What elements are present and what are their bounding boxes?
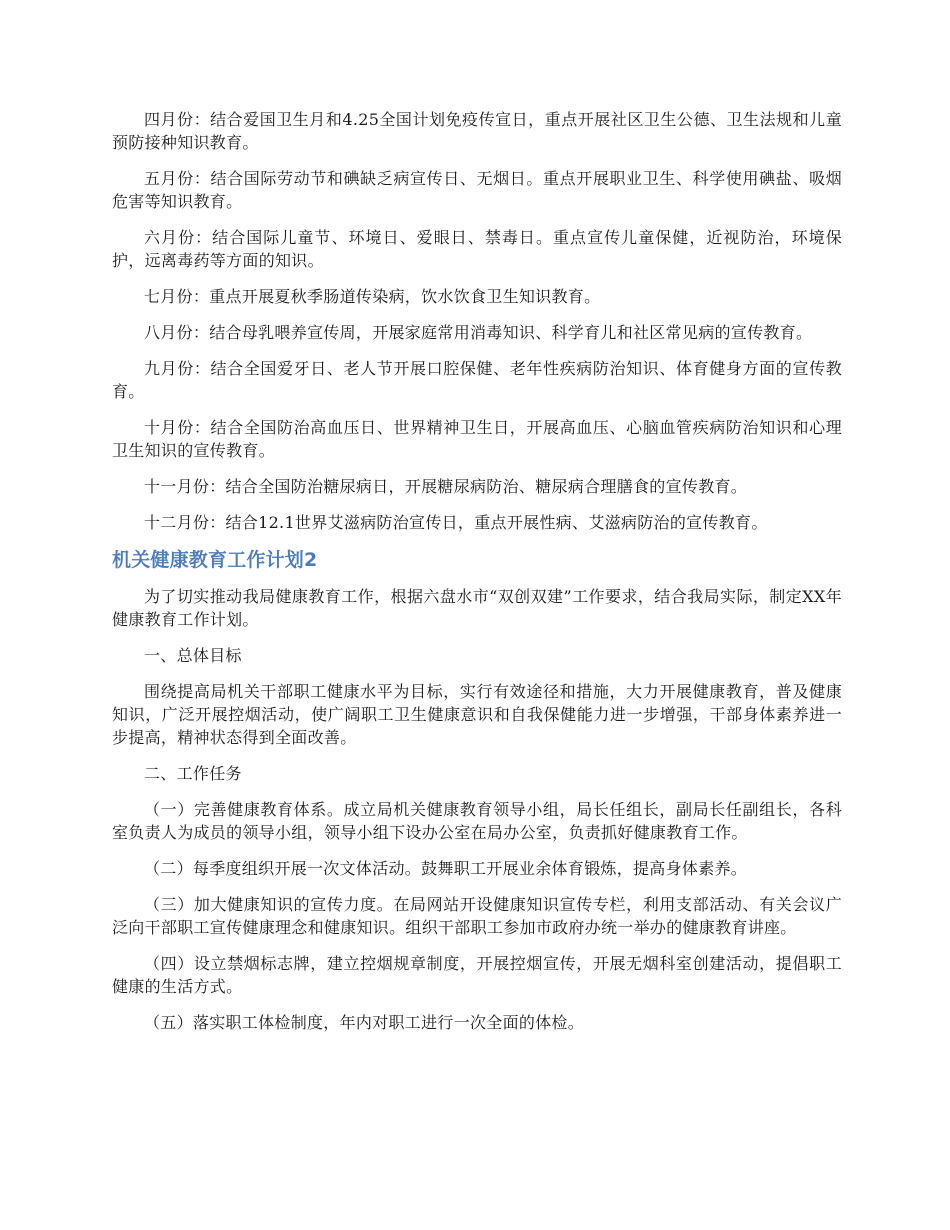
paragraph-june: 六月份：结合国际儿童节、环境日、爱眼日、禁毒日。重点宣传儿童保健，近视防治，环境保护，远离毒药等方面的知识。 (112, 228, 842, 270)
paragraph-may: 五月份：结合国际劳动节和碘缺乏病宣传日、无烟日。重点开展职业卫生、科学使用碘盐、吸烟危害等知识教育。 (112, 169, 842, 211)
paragraph-task-5: （五）落实职工体检制度，年内对职工进行一次全面的体检。 (144, 1013, 585, 1032)
paragraph-tasks-title: 二、工作任务 (144, 764, 242, 783)
paragraph-task-2: （二）每季度组织开展一次文体活动。鼓舞职工开展业余体育锻炼，提高身体素养。 (144, 859, 748, 878)
paragraph-april: 四月份：结合爱国卫生月和4.25全国计划免疫传宣日，重点开展社区卫生公德、卫生法规和儿童预防接种知识教育。 (112, 110, 842, 152)
paragraph-goal-body: 围绕提高局机关干部职工健康水平为目标，实行有效途径和措施，大力开展健康教育，普及健康知识，广泛开展控烟活动，使广阔职工卫生健康意识和自我保健能力进一步增强，干部身体素养进一步提高，精神状态得到全面改善。 (112, 682, 842, 747)
paragraph-intro: 为了切实推动我局健康教育工作，根据六盘水市“双创双建”工作要求，结合我局实际，制定XX年健康教育工作计划。 (112, 587, 842, 629)
document-page (112, 108, 842, 1047)
paragraph-task-4: （四）设立禁烟标志牌，建立控烟规章制度，开展控烟宣传，开展无烟科室创建活动，提倡职工健康的生活方式。 (112, 954, 842, 996)
paragraph-goal-title: 一、总体目标 (144, 646, 242, 665)
section-heading: 机关健康教育工作计划2 (112, 549, 318, 571)
paragraph-november: 十一月份：结合全国防治糖尿病日，开展糖尿病防治、糖尿病合理膳食的宣传教育。 (144, 477, 748, 496)
paragraph-december: 十二月份：结合12.1世界艾滋病防治宣传日，重点开展性病、艾滋病防治的宣传教育。 (144, 513, 768, 532)
paragraph-september: 九月份：结合全国爱牙日、老人节开展口腔保健、老年性疾病防治知识、体育健身方面的宣传教育。 (112, 359, 842, 401)
paragraph-august: 八月份：结合母乳喂养宣传周，开展家庭常用消毒知识、科学育儿和社区常见病的宣传教育。 (144, 323, 813, 342)
paragraph-task-1: （一）完善健康教育体系。成立局机关健康教育领导小组，局长任组长，副局长任副组长，各科室负责人为成员的领导小组，领导小组下设办公室在局办公室，负责抓好健康教育工作。 (112, 800, 842, 842)
paragraph-october: 十月份：结合全国防治高血压日、世界精神卫生日，开展高血压、心脑血管疾病防治知识和心理卫生知识的宣传教育。 (112, 418, 842, 460)
paragraph-july: 七月份：重点开展夏秋季肠道传染病，饮水饮食卫生知识教育。 (144, 287, 601, 306)
paragraph-task-3: （三）加大健康知识的宣传力度。在局网站开设健康知识宣传专栏，利用支部活动、有关会议广泛向干部职工宣传健康理念和健康知识。组织干部职工参加市政府办统一举办的健康教育讲座。 (112, 895, 842, 937)
